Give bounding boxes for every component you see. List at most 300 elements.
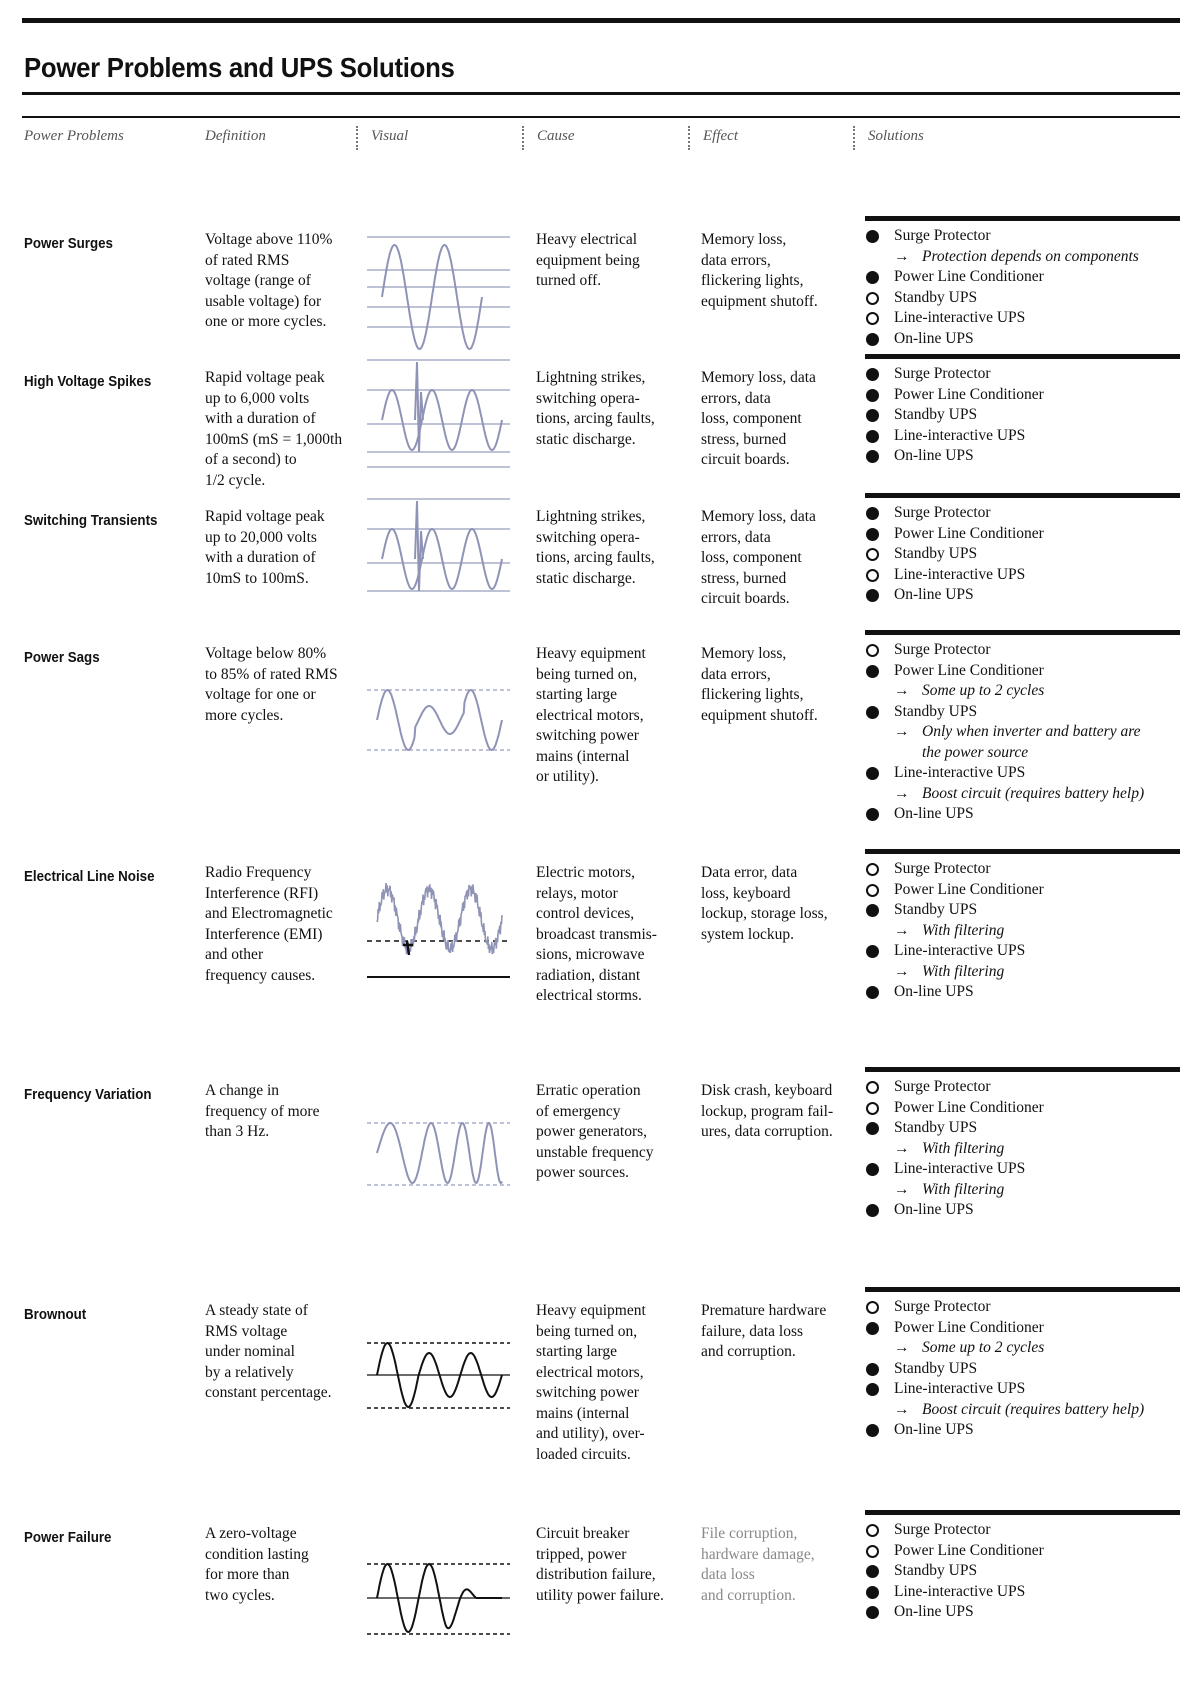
solution-label: Power Line Conditioner — [894, 1098, 1044, 1116]
definition-line: 1/2 cycle. — [205, 471, 266, 489]
solutions-list — [866, 640, 1186, 825]
effect-line: loss, component — [701, 549, 802, 566]
cause-line: Heavy equipment — [536, 645, 646, 662]
right-arrow-icon: → — [894, 1339, 910, 1356]
definition-text — [205, 507, 350, 589]
definition-line: by a relatively — [205, 1363, 294, 1381]
filled-circle-icon — [866, 409, 879, 422]
definition-line: frequency causes. — [205, 966, 316, 984]
cause-line: static discharge. — [536, 430, 636, 448]
cause-line: of emergency — [536, 1102, 621, 1120]
solution-item — [866, 585, 1186, 606]
filled-circle-icon — [866, 528, 879, 541]
definition-line: and Electromagnetic — [205, 905, 333, 922]
solution-item — [866, 288, 1186, 309]
effect-line: loss, keyboard — [701, 884, 791, 902]
filled-circle-icon — [866, 1204, 879, 1217]
filled-circle-icon — [866, 1363, 879, 1376]
definition-line: Voltage above 110% — [205, 231, 333, 248]
solution-label: Surge Protector — [894, 227, 991, 244]
definition-line: A change in — [205, 1082, 280, 1099]
header-effect: Effect — [703, 128, 738, 144]
cause-line: power generators, — [536, 1123, 648, 1140]
cause-line: equipment being — [536, 251, 640, 269]
effect-line: and corruption. — [701, 1586, 796, 1604]
solution-item — [866, 267, 1186, 288]
solution-label: Standby UPS — [894, 545, 978, 562]
solution-label: Power Line Conditioner — [894, 661, 1044, 679]
filled-circle-icon — [866, 706, 879, 719]
cause-text — [536, 1081, 671, 1184]
solution-item — [866, 544, 1186, 565]
solution-note-text: Some up to 2 cycles — [922, 1339, 1045, 1356]
solution-label: On-line UPS — [894, 586, 974, 603]
header-cause: Cause — [537, 128, 575, 144]
solution-item — [866, 1200, 1186, 1221]
filled-circle-icon — [866, 430, 879, 443]
definition-line: A steady state of — [205, 1302, 308, 1319]
definition-line: Rapid voltage peak — [205, 508, 325, 525]
solution-item — [866, 1520, 1186, 1541]
solution-label: Power Line Conditioner — [894, 524, 1044, 542]
solution-note-text: With filtering — [922, 921, 1005, 939]
solution-item — [866, 1602, 1186, 1623]
empty-circle-icon — [866, 863, 879, 876]
empty-circle-icon — [866, 312, 879, 325]
solution-label: Surge Protector — [894, 1078, 991, 1095]
cause-line: mains (internal — [536, 1404, 630, 1422]
cause-line: tions, arcing faults, — [536, 410, 655, 427]
solution-label: Power Line Conditioner — [894, 1318, 1044, 1336]
definition-text — [205, 1301, 350, 1404]
visual-cell — [367, 232, 510, 352]
solution-note-text: Boost circuit (requires battery help) — [922, 784, 1145, 802]
solution-note-text: With filtering — [922, 1139, 1005, 1157]
definition-line: voltage for one or — [205, 686, 316, 703]
cause-line: switching power — [536, 1384, 639, 1401]
visual-cell — [367, 491, 510, 611]
solution-note — [866, 1139, 1186, 1160]
solution-label: Standby UPS — [894, 406, 978, 423]
cause-line: static discharge. — [536, 569, 636, 587]
solution-item — [866, 1379, 1186, 1400]
definition-line: Interference (EMI) — [205, 925, 323, 943]
empty-circle-icon — [866, 644, 879, 657]
cause-line: radiation, distant — [536, 966, 641, 984]
solution-label: Line-interactive UPS — [894, 942, 1026, 959]
power-problem-name: Switching Transients — [24, 513, 158, 529]
filled-circle-icon — [866, 389, 879, 402]
solution-item — [866, 702, 1186, 723]
definition-text — [205, 368, 350, 491]
effect-line: flickering lights, — [701, 686, 804, 703]
solutions-list — [866, 859, 1186, 1003]
solution-note-text: the power source — [922, 743, 1029, 761]
solutions-list — [866, 1077, 1186, 1221]
header-definition: Definition — [205, 128, 266, 144]
sag-waveform-visual — [367, 670, 510, 790]
definition-line: one or more cycles. — [205, 313, 327, 330]
effect-line: stress, burned — [701, 569, 787, 587]
solution-item — [866, 385, 1186, 406]
solution-item — [866, 446, 1186, 467]
solution-note-text: Some up to 2 cycles — [922, 682, 1045, 699]
solution-label: Surge Protector — [894, 860, 991, 877]
visual-cell — [367, 879, 510, 999]
definition-line: and other — [205, 946, 264, 963]
cause-line: switching power — [536, 727, 639, 744]
solution-item — [866, 900, 1186, 921]
solutions-list — [866, 1297, 1186, 1441]
right-arrow-icon: → — [894, 723, 910, 740]
cause-line: Circuit breaker — [536, 1525, 630, 1542]
right-arrow-icon: → — [894, 1180, 910, 1198]
solution-label: On-line UPS — [894, 447, 974, 464]
solutions-rule — [865, 493, 1180, 498]
solution-label: Surge Protector — [894, 504, 991, 521]
power-problem-name: Power Surges — [24, 236, 113, 252]
solution-item — [866, 1582, 1186, 1603]
column-divider — [853, 126, 855, 150]
power-problem-name: Frequency Variation — [24, 1087, 152, 1103]
surge-waveform-visual — [367, 232, 510, 352]
solution-label: On-line UPS — [894, 983, 974, 1000]
solution-label: On-line UPS — [894, 1201, 974, 1218]
definition-line: up to 20,000 volts — [205, 528, 317, 546]
effect-line: flickering lights, — [701, 272, 804, 289]
effect-text — [701, 1301, 846, 1363]
solution-item — [866, 1098, 1186, 1119]
definition-line: 100mS (mS = 1,000th — [205, 430, 343, 448]
filled-circle-icon — [866, 450, 879, 463]
effect-line: system lockup. — [701, 925, 794, 943]
effect-line: Data error, data — [701, 864, 798, 881]
empty-circle-icon — [866, 569, 879, 582]
cause-line: Lightning strikes, — [536, 369, 646, 386]
effect-text — [701, 1524, 846, 1606]
cause-text — [536, 368, 671, 450]
solution-label: On-line UPS — [894, 805, 974, 822]
cause-line: or utility). — [536, 768, 599, 785]
definition-line: condition lasting — [205, 1545, 309, 1563]
filled-circle-icon — [866, 1163, 879, 1176]
effect-text — [701, 1081, 846, 1143]
visual-cell — [367, 1103, 510, 1223]
effect-line: data errors, — [701, 665, 771, 683]
effect-line: failure, data loss — [701, 1322, 804, 1340]
filled-circle-icon — [866, 230, 879, 243]
definition-line: more cycles. — [205, 706, 284, 724]
effect-line: equipment shutoff. — [701, 292, 818, 310]
solution-label: On-line UPS — [894, 1603, 974, 1620]
noise-waveform-visual — [367, 879, 510, 999]
solution-note — [866, 722, 1186, 743]
solutions-rule — [865, 1287, 1180, 1292]
cause-line: Heavy equipment — [536, 1302, 646, 1319]
effect-line: lockup, program fail- — [701, 1102, 834, 1120]
solution-item — [866, 1359, 1186, 1380]
cause-line: electrical motors, — [536, 1363, 644, 1381]
definition-line: A zero-voltage — [205, 1525, 297, 1542]
solution-note — [866, 743, 1186, 764]
solution-label: Line-interactive UPS — [894, 1582, 1026, 1600]
cause-line: switching opera- — [536, 389, 640, 407]
empty-circle-icon — [866, 884, 879, 897]
definition-line: for more than — [205, 1566, 290, 1583]
effect-line: Memory loss, data — [701, 369, 816, 386]
effect-line: and corruption. — [701, 1343, 796, 1360]
solutions-list — [866, 503, 1186, 606]
solution-note-text: With filtering — [922, 962, 1005, 980]
cause-line: broadcast transmis- — [536, 925, 657, 943]
empty-circle-icon — [866, 292, 879, 305]
definition-text — [205, 230, 350, 333]
solution-label: Line-interactive UPS — [894, 309, 1026, 326]
header-visual: Visual — [371, 128, 409, 144]
cause-line: switching opera- — [536, 528, 640, 546]
effect-line: errors, data — [701, 389, 771, 407]
power-problem-name: Electrical Line Noise — [24, 869, 155, 885]
empty-circle-icon — [866, 548, 879, 561]
solution-label: Line-interactive UPS — [894, 1160, 1026, 1177]
solution-item — [866, 405, 1186, 426]
definition-line: of a second) to — [205, 451, 297, 468]
solution-note-text: Only when inverter and battery are — [922, 723, 1141, 740]
solution-label: Surge Protector — [894, 365, 991, 382]
cause-line: and utility), over- — [536, 1425, 645, 1442]
cause-line: distribution failure, — [536, 1566, 656, 1583]
cause-line: electrical storms. — [536, 987, 642, 1004]
solution-note — [866, 921, 1186, 942]
title-rule — [22, 92, 1180, 95]
effect-line: Memory loss, — [701, 231, 787, 248]
cause-line: utility power failure. — [536, 1586, 664, 1604]
visual-cell — [367, 670, 510, 790]
effect-line: Memory loss, data — [701, 508, 816, 525]
cause-line: power sources. — [536, 1164, 629, 1181]
filled-circle-icon — [866, 986, 879, 999]
solution-note-text: Boost circuit (requires battery help) — [922, 1400, 1145, 1418]
cause-text — [536, 644, 671, 788]
solutions-rule — [865, 1067, 1180, 1072]
solutions-rule — [865, 216, 1180, 221]
empty-circle-icon — [866, 1081, 879, 1094]
solutions-rule — [865, 354, 1180, 359]
effect-text — [701, 230, 846, 312]
cause-line: unstable frequency — [536, 1143, 654, 1161]
cause-line: tions, arcing faults, — [536, 549, 655, 566]
visual-cell — [367, 1323, 510, 1443]
solution-label: Power Line Conditioner — [894, 385, 1044, 403]
effect-line: Memory loss, — [701, 645, 787, 662]
definition-line: constant percentage. — [205, 1384, 332, 1401]
solution-note — [866, 247, 1186, 268]
solution-note — [866, 1338, 1186, 1359]
header-rule — [22, 116, 1180, 118]
spike-waveform-visual — [367, 352, 510, 472]
cause-text — [536, 863, 671, 1007]
solution-item — [866, 426, 1186, 447]
column-divider — [688, 126, 690, 150]
solution-item — [866, 524, 1186, 545]
solution-label: Standby UPS — [894, 1562, 978, 1579]
frequency-waveform-visual — [367, 1103, 510, 1223]
power-problem-name: Power Failure — [24, 1530, 112, 1546]
filled-circle-icon — [866, 767, 879, 780]
cause-line: starting large — [536, 686, 618, 703]
solution-note — [866, 681, 1186, 702]
right-arrow-icon: → — [894, 921, 910, 939]
effect-line: circuit boards. — [701, 451, 790, 468]
solution-item — [866, 941, 1186, 962]
effect-text — [701, 368, 846, 471]
solution-item — [866, 982, 1186, 1003]
effect-line: circuit boards. — [701, 590, 790, 607]
solution-note — [866, 1400, 1186, 1421]
transient-waveform-visual — [367, 491, 510, 611]
cause-line: Erratic operation — [536, 1082, 641, 1099]
page-title: Power Problems and UPS Solutions — [24, 52, 455, 83]
filled-circle-icon — [866, 507, 879, 520]
filled-circle-icon — [866, 1122, 879, 1135]
solution-item — [866, 1420, 1186, 1441]
solutions-rule — [865, 630, 1180, 635]
filled-circle-icon — [866, 808, 879, 821]
brownout-waveform-visual — [367, 1323, 510, 1443]
definition-line: 10mS to 100mS. — [205, 569, 309, 587]
effect-text — [701, 644, 846, 726]
empty-circle-icon — [866, 1102, 879, 1115]
header-power-problems: Power Problems — [24, 128, 124, 144]
solution-note-text: With filtering — [922, 1180, 1005, 1198]
solution-item — [866, 763, 1186, 784]
cause-line: sions, microwave — [536, 946, 645, 963]
solution-label: Standby UPS — [894, 288, 978, 306]
effect-line: equipment shutoff. — [701, 706, 818, 724]
solution-item — [866, 329, 1186, 350]
right-arrow-icon: → — [894, 1400, 910, 1418]
empty-circle-icon — [866, 1545, 879, 1558]
definition-line: up to 6,000 volts — [205, 389, 310, 407]
definition-line: with a duration of — [205, 549, 316, 566]
effect-line: lockup, storage loss, — [701, 905, 828, 922]
definition-line: of rated RMS — [205, 251, 290, 269]
solutions-rule — [865, 1510, 1180, 1515]
solution-item — [866, 640, 1186, 661]
right-arrow-icon: → — [894, 962, 910, 980]
cause-line: Heavy electrical — [536, 231, 638, 248]
solution-item — [866, 565, 1186, 586]
solution-label: Standby UPS — [894, 1359, 978, 1377]
cause-text — [536, 1524, 671, 1606]
right-arrow-icon: → — [894, 247, 910, 265]
power-problem-name: Power Sags — [24, 650, 100, 666]
filled-circle-icon — [866, 1586, 879, 1599]
filled-circle-icon — [866, 589, 879, 602]
effect-text — [701, 507, 846, 610]
power-problem-name: High Voltage Spikes — [24, 374, 152, 390]
effect-line: ures, data corruption. — [701, 1123, 833, 1140]
effect-line: data loss — [701, 1566, 755, 1583]
solutions-list — [866, 226, 1186, 349]
solution-item — [866, 1297, 1186, 1318]
cause-line: control devices, — [536, 905, 635, 922]
solution-item — [866, 859, 1186, 880]
definition-text — [205, 644, 350, 726]
definition-line: frequency of more — [205, 1102, 320, 1120]
solution-note — [866, 784, 1186, 805]
definition-text — [205, 1081, 350, 1143]
solution-item — [866, 1318, 1186, 1339]
cause-text — [536, 1301, 671, 1465]
column-divider — [356, 126, 358, 150]
solution-label: Standby UPS — [894, 702, 978, 720]
effect-text — [701, 863, 846, 945]
cause-line: mains (internal — [536, 747, 630, 765]
definition-line: Interference (RFI) — [205, 884, 319, 902]
solution-item — [866, 364, 1186, 385]
right-arrow-icon: → — [894, 1139, 910, 1157]
cause-line: Electric motors, — [536, 864, 635, 881]
solution-item — [866, 1159, 1186, 1180]
filled-circle-icon — [866, 333, 879, 346]
cause-line: tripped, power — [536, 1545, 627, 1563]
solution-label: Power Line Conditioner — [894, 268, 1044, 285]
effect-line: Premature hardware — [701, 1302, 827, 1319]
solution-item — [866, 1077, 1186, 1098]
cause-line: Lightning strikes, — [536, 508, 646, 525]
definition-line: under nominal — [205, 1343, 295, 1360]
cause-text — [536, 230, 671, 292]
cause-line: electrical motors, — [536, 706, 644, 724]
solution-item — [866, 503, 1186, 524]
solution-note-text: Protection depends on components — [922, 247, 1139, 265]
top-rule — [22, 18, 1180, 23]
effect-line: stress, burned — [701, 430, 787, 448]
solution-label: Line-interactive UPS — [894, 1380, 1026, 1397]
solution-label: Standby UPS — [894, 901, 978, 918]
definition-line: usable voltage) for — [205, 292, 322, 310]
definition-line: RMS voltage — [205, 1322, 288, 1340]
solution-label: Line-interactive UPS — [894, 426, 1026, 444]
power-problem-name: Brownout — [24, 1307, 87, 1323]
cause-line: turned off. — [536, 272, 602, 289]
filled-circle-icon — [866, 1322, 879, 1335]
effect-line: Disk crash, keyboard — [701, 1082, 833, 1099]
column-divider — [522, 126, 524, 150]
cause-line: being turned on, — [536, 1322, 638, 1340]
filled-circle-icon — [866, 271, 879, 284]
header-solutions: Solutions — [868, 128, 924, 144]
solution-label: Power Line Conditioner — [894, 1541, 1044, 1559]
empty-circle-icon — [866, 1524, 879, 1537]
effect-line: data errors, — [701, 251, 771, 269]
cause-line: being turned on, — [536, 665, 638, 683]
definition-line: two cycles. — [205, 1586, 275, 1604]
filled-circle-icon — [866, 1424, 879, 1437]
definition-line: Voltage below 80% — [205, 645, 327, 662]
cause-line: starting large — [536, 1343, 618, 1360]
filled-circle-icon — [866, 945, 879, 958]
empty-circle-icon — [866, 1301, 879, 1314]
definition-line: Radio Frequency — [205, 864, 312, 881]
solution-item — [866, 804, 1186, 825]
definition-text — [205, 863, 350, 986]
solution-item — [866, 661, 1186, 682]
solution-item — [866, 1118, 1186, 1139]
solutions-list — [866, 364, 1186, 467]
filled-circle-icon — [866, 904, 879, 917]
